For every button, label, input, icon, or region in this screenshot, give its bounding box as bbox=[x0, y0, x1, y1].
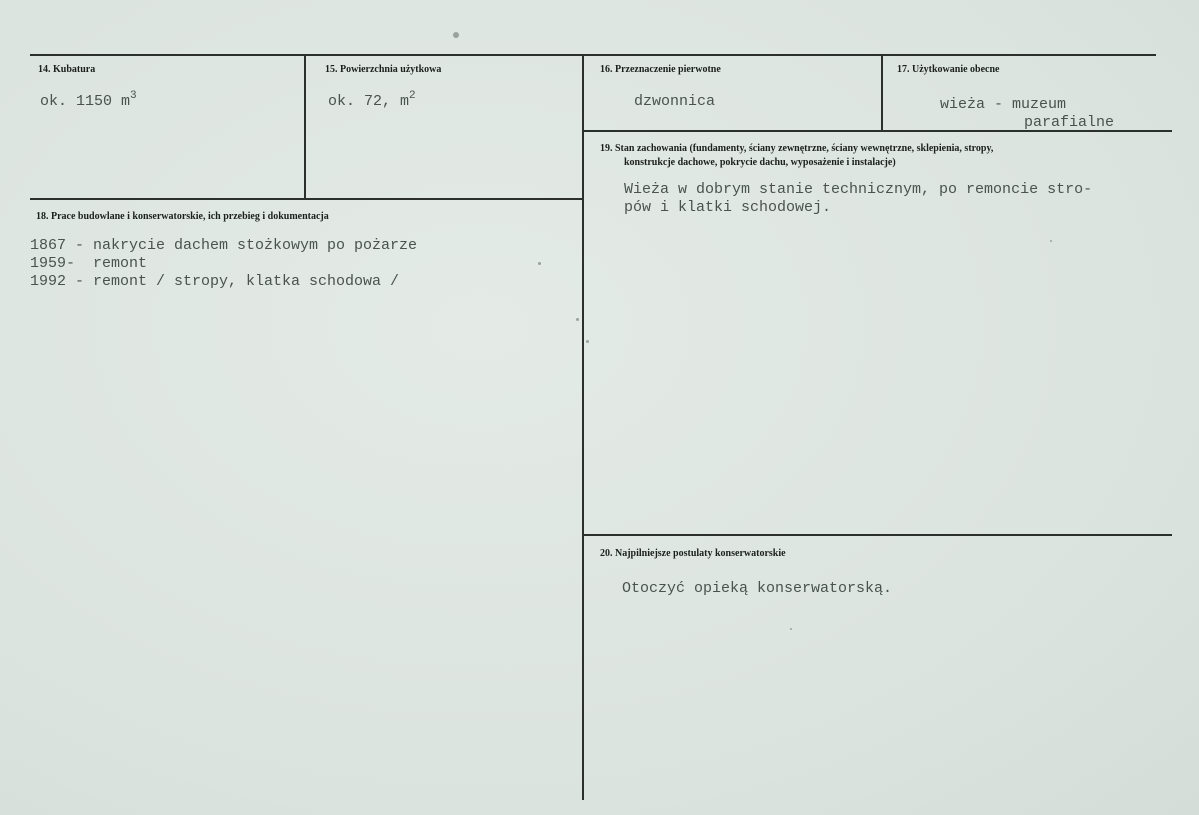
paper-speck bbox=[1050, 240, 1052, 242]
field-19-text-line-2: pów i klatki schodowej. bbox=[624, 199, 832, 216]
field-19-text-line-1: Wieża w dobrym stanie technicznym, po remoncie stro- bbox=[624, 181, 1093, 198]
field-18-label: 18. Prace budowlane i konserwatorskie, ich przebieg i dokumentacja bbox=[36, 211, 329, 222]
top-rule bbox=[30, 54, 1156, 56]
rule-above-18 bbox=[30, 198, 584, 200]
field-17-value-line-1: wieża - muzeum bbox=[940, 96, 1067, 113]
field-14-value bbox=[40, 90, 137, 111]
field-19-label-line-1: 19. Stan zachowania (fundamenty, ściany zewnętrzne, ściany wewnętrzne, sklepienia, stropy, bbox=[600, 143, 994, 154]
paper-speck bbox=[586, 340, 589, 343]
field-15-value-sup: 2 bbox=[409, 90, 416, 102]
paper-speck bbox=[453, 32, 459, 38]
field-17-label: 17. Użytkowanie obecne bbox=[897, 64, 1000, 75]
field-18-line-1: 1867 - nakrycie dachem stożkowym po pożarze bbox=[30, 237, 418, 254]
field-20-label: 20. Najpilniejsze postulaty konserwatorskie bbox=[600, 548, 786, 559]
field-16-value: dzwonnica bbox=[634, 93, 716, 110]
field-18-line-2: 1959- remont bbox=[30, 255, 148, 272]
field-15-value bbox=[328, 90, 416, 111]
field-15-label: 15. Powierzchnia użytkowa bbox=[325, 64, 442, 75]
field-17-value-line-2: parafialne bbox=[1024, 114, 1115, 131]
field-20-value: Otoczyć opieką konserwatorską. bbox=[622, 580, 893, 597]
field-15-value-text: ok. 72, m bbox=[328, 93, 410, 110]
field-14-value-sup: 3 bbox=[130, 90, 137, 102]
field-19-label-line-2: konstrukcje dachowe, pokrycie dachu, wyposażenie i instalacje) bbox=[624, 157, 896, 168]
field-14-label: 14. Kubatura bbox=[38, 64, 96, 75]
field-18-line-3: 1992 - remont / stropy, klatka schodowa / bbox=[30, 273, 400, 290]
field-16-label: 16. Przeznaczenie pierwotne bbox=[600, 64, 721, 75]
field-14-value-text: ok. 1150 m bbox=[40, 93, 131, 110]
paper-speck bbox=[790, 628, 792, 630]
center-divider bbox=[582, 54, 584, 800]
paper-speck bbox=[538, 262, 541, 265]
rule-above-20 bbox=[582, 534, 1172, 536]
paper-speck bbox=[576, 318, 579, 321]
divider-16-17 bbox=[881, 54, 883, 130]
divider-14-15 bbox=[304, 54, 306, 200]
